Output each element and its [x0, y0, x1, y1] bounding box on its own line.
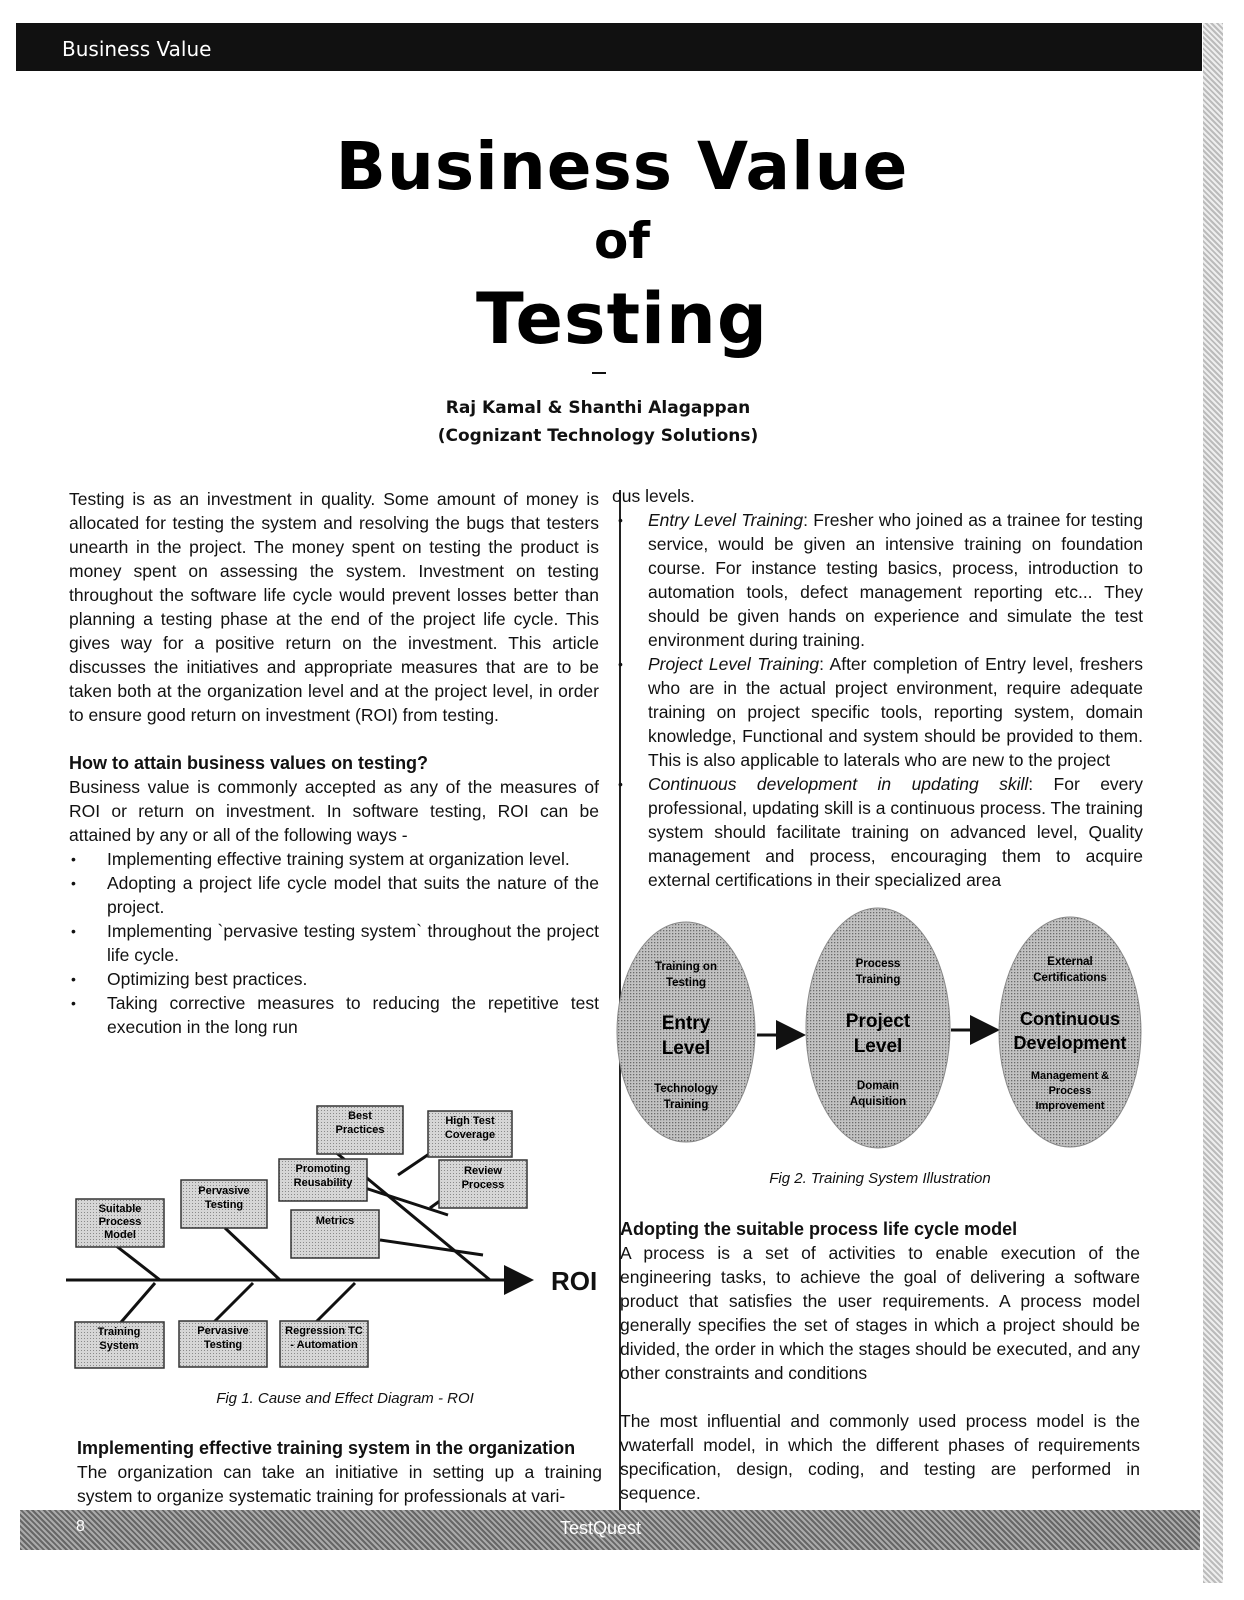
svg-text:Domain: Domain [856, 1080, 900, 1092]
section-heading-training: Implementing effective training system in the organization [77, 1438, 576, 1458]
figure2-caption: Fig 2. Training System Illustration [769, 1170, 991, 1187]
list-item: • Implementing effective training system at organization level. [69, 847, 599, 871]
article-title-line3: Testing [476, 278, 768, 360]
cause-box-best-practices [317, 1106, 403, 1154]
training-section [77, 1436, 602, 1508]
svg-text:Development: Development [1013, 1033, 1127, 1053]
list-item-term: Continuous development in updating skill [648, 774, 1029, 794]
process-model-paragraph-1: A process is a set of activities to enable execution of the engineering tasks, to achieve the goal of delivering a software product that satisfies the user requirements. A process model generally specifies the set of stages in which a project should be divided, the order in which the stages should be executed, and any other constraints and conditions [620, 1243, 1140, 1383]
svg-text:Project: Project [845, 1011, 911, 1032]
svg-text:Pervasive: Pervasive [197, 1325, 249, 1337]
svg-text:Model: Model [104, 1229, 136, 1241]
svg-text:Level: Level [853, 1036, 903, 1057]
svg-text:Training: Training [855, 974, 901, 986]
svg-text:Level: Level [661, 1038, 711, 1059]
cause-box-training-system [75, 1322, 164, 1368]
svg-text:Pervasive: Pervasive [198, 1185, 250, 1197]
section-label: Business Value [62, 37, 212, 61]
list-item-term: Project Level Training [648, 654, 820, 674]
svg-text:Certifications: Certifications [1033, 972, 1107, 984]
svg-text:Review: Review [464, 1165, 502, 1177]
section-heading-business-values: How to attain business values on testing? [69, 753, 429, 773]
cause-box-pervasive-testing-top [181, 1180, 267, 1228]
bone-line [316, 1283, 355, 1322]
effect-label: ROI [551, 1266, 598, 1296]
stage-ellipse-entry-level [617, 922, 755, 1142]
training-paragraph: The organization can take an initiative in setting up a training system to organize systematic training for professionals at vari- [77, 1462, 602, 1506]
svg-text:Training: Training [663, 1099, 709, 1111]
list-item-text: : For every professional, updating skill is a continuous process. The training system should facilitate training on advanced level, Quality management and process, encouraging them to acquire external certifications in their specialized area [648, 774, 1143, 890]
stage-ellipse-continuous-development [999, 917, 1141, 1147]
list-item-term: Entry Level Training [648, 510, 804, 530]
list-item: • Adopting a project life cycle model that suits the nature of the project. [69, 871, 599, 919]
list-item-text: : Fresher who joined as a trainee for testing service, would be given an intensive training on foundation course. For instance testing basics, process, introduction to automation tools, defect management reporting etc... They should be given hands on experience and simulate the test environment during training. [648, 510, 1143, 650]
svg-text:Training on: Training on [655, 961, 717, 973]
cause-box-high-test-coverage [428, 1111, 512, 1157]
business-value-paragraph: Business value is commonly accepted as any of the measures of ROI or return on investment. In software testing, ROI can be attained by any or all of the following ways - [69, 777, 599, 845]
list-item: • Taking corrective measures to reducing the repetitive test execution in the long run [69, 991, 599, 1039]
svg-text:Process: Process [98, 1216, 142, 1228]
section-heading-process-model: Adopting the suitable process life cycle model [620, 1219, 1018, 1239]
svg-text:Process: Process [1048, 1085, 1092, 1097]
svg-text:Technology: Technology [654, 1083, 718, 1095]
svg-text:High Test: High Test [445, 1115, 495, 1127]
cause-box-regression-tc-automation [280, 1321, 368, 1367]
svg-text:Management &: Management & [1030, 1070, 1110, 1082]
article-title-line2: of [593, 212, 651, 270]
svg-text:Process: Process [461, 1179, 505, 1191]
bone-line [225, 1228, 280, 1280]
bone-line [214, 1283, 253, 1322]
svg-text:Continuous: Continuous [1020, 1009, 1120, 1029]
list-item [630, 652, 1143, 772]
list-item: • Optimizing best practices. [69, 967, 599, 991]
figure1-caption: Fig 1. Cause and Effect Diagram - ROI [216, 1390, 474, 1407]
svg-text:Coverage: Coverage [444, 1129, 496, 1141]
bone-line [380, 1240, 483, 1255]
list-item-text: : After completion of Entry level, freshers who are in the actual project environment, require adequate training on project specific tools, reporting system, domain knowledge, Functional and system should be provided to them. This is also applicable to laterals who are new to the project [648, 654, 1143, 770]
list-item [630, 772, 1143, 892]
stage-ellipse-project-level [806, 908, 950, 1148]
svg-text:- Automation: - Automation [290, 1339, 358, 1351]
svg-text:Improvement: Improvement [1035, 1100, 1105, 1112]
process-model-section [620, 1217, 1140, 1505]
svg-text:External: External [1047, 956, 1093, 968]
page-number: 8 [76, 1518, 85, 1535]
intro-paragraph: Testing is as an investment in quality. Some amount of money is allocated for testing the system and resolving the bugs that testers unearth in the project. The money spent on testing the product is money spent on assessing the system. Investment on testing throughout the software life cycle would prevent losses better than planning a testing phase at the end of the project life cycle. This gives way for a positive return on the investment. This article discusses the initiatives and appropriate measures that are to be taken both at the organization level and at the project level, in order to ensure good return on investment (ROI) from testing. [69, 489, 599, 725]
right-column [612, 484, 1143, 892]
cause-box-promoting-reusability [279, 1159, 367, 1201]
article-affiliation: (Cognizant Technology Solutions) [437, 426, 759, 446]
cause-box-review-process [439, 1160, 527, 1208]
process-model-paragraph-2: The most influential and commonly used process model is the vwaterfall model, in which the different phases of requirements specification, design, coding, and testing are performed in sequence. [620, 1411, 1140, 1503]
svg-text:System: System [99, 1340, 139, 1352]
footer-bar [20, 1510, 1200, 1550]
svg-text:Testing: Testing [203, 1339, 243, 1351]
training-levels-list [630, 508, 1143, 892]
svg-text:Practices: Practices [335, 1124, 385, 1136]
cause-box-suitable-process-model [76, 1199, 164, 1247]
bone-line [115, 1245, 160, 1280]
continuation-text: ous levels. [612, 486, 695, 506]
list-item [630, 508, 1143, 652]
svg-text:Regression TC: Regression TC [285, 1325, 363, 1337]
magazine-name: TestQuest [560, 1518, 642, 1538]
svg-text:Process: Process [855, 958, 901, 970]
svg-text:Aquisition: Aquisition [849, 1096, 907, 1108]
svg-text:Metrics: Metrics [315, 1215, 355, 1227]
svg-text:Reusability: Reusability [293, 1177, 353, 1189]
cause-box-pervasive-testing-bottom [179, 1321, 267, 1367]
article-authors: Raj Kamal & Shanthi Alagappan [445, 398, 751, 418]
svg-text:Training: Training [97, 1326, 141, 1338]
svg-text:Best: Best [348, 1110, 372, 1122]
list-item: • Implementing `pervasive testing system` throughout the project life cycle. [69, 919, 599, 967]
svg-text:Testing: Testing [665, 977, 707, 989]
svg-text:Suitable: Suitable [98, 1203, 142, 1215]
cause-box-metrics [291, 1210, 379, 1258]
svg-text:Entry: Entry [661, 1013, 711, 1034]
svg-text:Promoting: Promoting [295, 1163, 351, 1175]
article-title-line1: Business Value [335, 128, 909, 205]
svg-text:Testing: Testing [204, 1199, 244, 1211]
